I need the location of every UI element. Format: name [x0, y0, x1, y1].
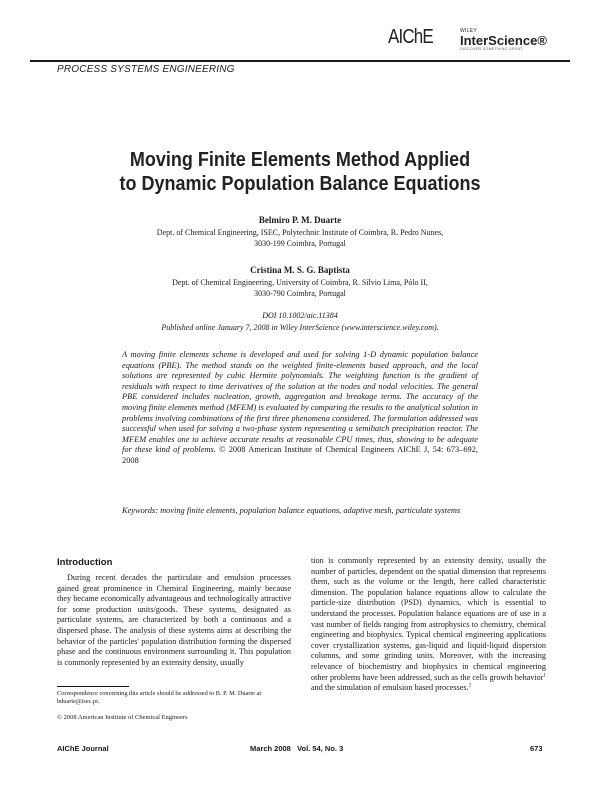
reference-2: 2	[468, 683, 472, 689]
published-online-line: Published online January 7, 2008 in Wiley InterScience (www.interscience.wiley.com).	[161, 323, 439, 332]
author-2-name: Cristina M. S. G. Baptista	[250, 265, 350, 275]
wiley-logo-main: InterScience®	[460, 33, 547, 48]
author-1-affiliation	[40, 227, 560, 249]
article-title	[66, 148, 534, 196]
footer-page-number: 673	[530, 744, 543, 753]
body-column-1: During recent decades the particulate and emulsion processes gained great prominence in Chemical Engineering, mainly because they became economically advantageous and technologically attractive for some production units/goods. These systems, designated as particulate systems, are characterized by both a continuous and a dispersed phase. The analysis of these systems aims at describing the behavior of the particles' population distribution forming the dispersed phase and the continuous environment surrounding it. This population is commonly represented by an extensity density, usually	[57, 573, 291, 667]
copyright-footnote: © 2008 American Institute of Chemical Engineers	[57, 714, 188, 721]
abstract-text: A moving finite elements scheme is developed and used for solving 1-D dynamic population balance equations (PBE). The method stands on the weighted finite-elements based approach, and the local solutions are represented by cubic Hermite polynomials. The weighting function is the gradient of residuals with respect to time derivatives of the solution at the nodes and nodal velocities. The general PBE considered includes nucleation, growth, aggregation and breakage terms. The accuracy of the moving finite elements method (MFEM) is evaluated by comparing the results to the analytical solution in problems involving combinations of the first three phenomena considered. The formulation addressed was successful when used for solving a two-phase system representing a semibatch precipitation reactor. The MFEM enables one to achieve accurate results at reasonable CPU times, thus, showing to be adequate for these kind of problems.	[122, 350, 478, 455]
author-2-affil-line-1: Dept. of Chemical Engineering, University of Coimbra, R. Sílvio Lima, Pólo II,	[172, 278, 428, 287]
footnote-rule	[57, 686, 129, 687]
author-1-affil-line-1: Dept. of Chemical Engineering, ISEC, Polytechnic Institute of Coimbra, R. Pedro Nunes,	[156, 228, 444, 237]
abstract	[122, 350, 478, 467]
aiche-logo: AIChE	[388, 26, 433, 48]
author-2-affiliation	[40, 277, 560, 299]
introduction-heading: Introduction	[57, 557, 113, 568]
footer-journal: AIChE Journal	[57, 744, 109, 753]
body-column-2	[311, 556, 546, 694]
section-label: PROCESS SYSTEMS ENGINEERING	[57, 64, 235, 75]
wiley-logo-top: WILEY	[460, 28, 478, 34]
body-column-2-text-b: and the simulation of emulsion based processes.	[311, 683, 469, 693]
doi-line: DOI 10.1002/aic.11384	[262, 311, 338, 320]
body-column-2-text-a: tion is commonly represented by an extensity density, usually the number of particles, dependent on the spatial dimension that represents them, such as the volume or the length, here called characteristic dimension. The population balance equations allow to calculate the particle-size distribution (PSD) dynamics, which is essential to understand the processes. Population balance equations are of use in a vast number of fields ranging from astrophysics to chemistry, chemical engineering and biophysics. Typical chemical engineering applications cover crystallization systems, gas-liquid and liquid-liquid dispersion columns, and some grinding units. Moreover, with the increasing relevance of biochemistry and biophysics in chemical engineering other problems have been addressed, such as the cells growth behavior	[311, 556, 546, 682]
title-line-1: Moving Finite Elements Method Applied	[129, 149, 471, 171]
keywords: Keywords: moving finite elements, population balance equations, adaptive mesh, particulate systems	[122, 506, 461, 515]
wiley-interscience-logo	[460, 28, 547, 52]
footer-issue: March 2008 Vol. 54, No. 3	[250, 744, 344, 753]
reference-1: 1	[543, 672, 546, 678]
abstract-copyright: © 2008 American Institute of Chemical Engineers AIChE J, 54: 673–692, 2008	[122, 445, 479, 465]
wiley-logo-tagline: DISCOVER SOMETHING GREAT	[460, 47, 523, 51]
author-1-affil-line-2: 3030-199 Coimbra, Portugal	[254, 239, 346, 248]
correspondence-footnote: Correspondence concerning this article should be addressed to B. P. M. Duarte at bduarte@isec.pt.	[57, 690, 262, 705]
author-1-name: Belmiro P. M. Duarte	[258, 215, 342, 225]
header-rule	[30, 60, 570, 62]
title-line-2: to Dynamic Population Balance Equations	[119, 173, 481, 195]
author-2-affil-line-2: 3030-790 Coimbra, Portugal	[254, 289, 346, 298]
